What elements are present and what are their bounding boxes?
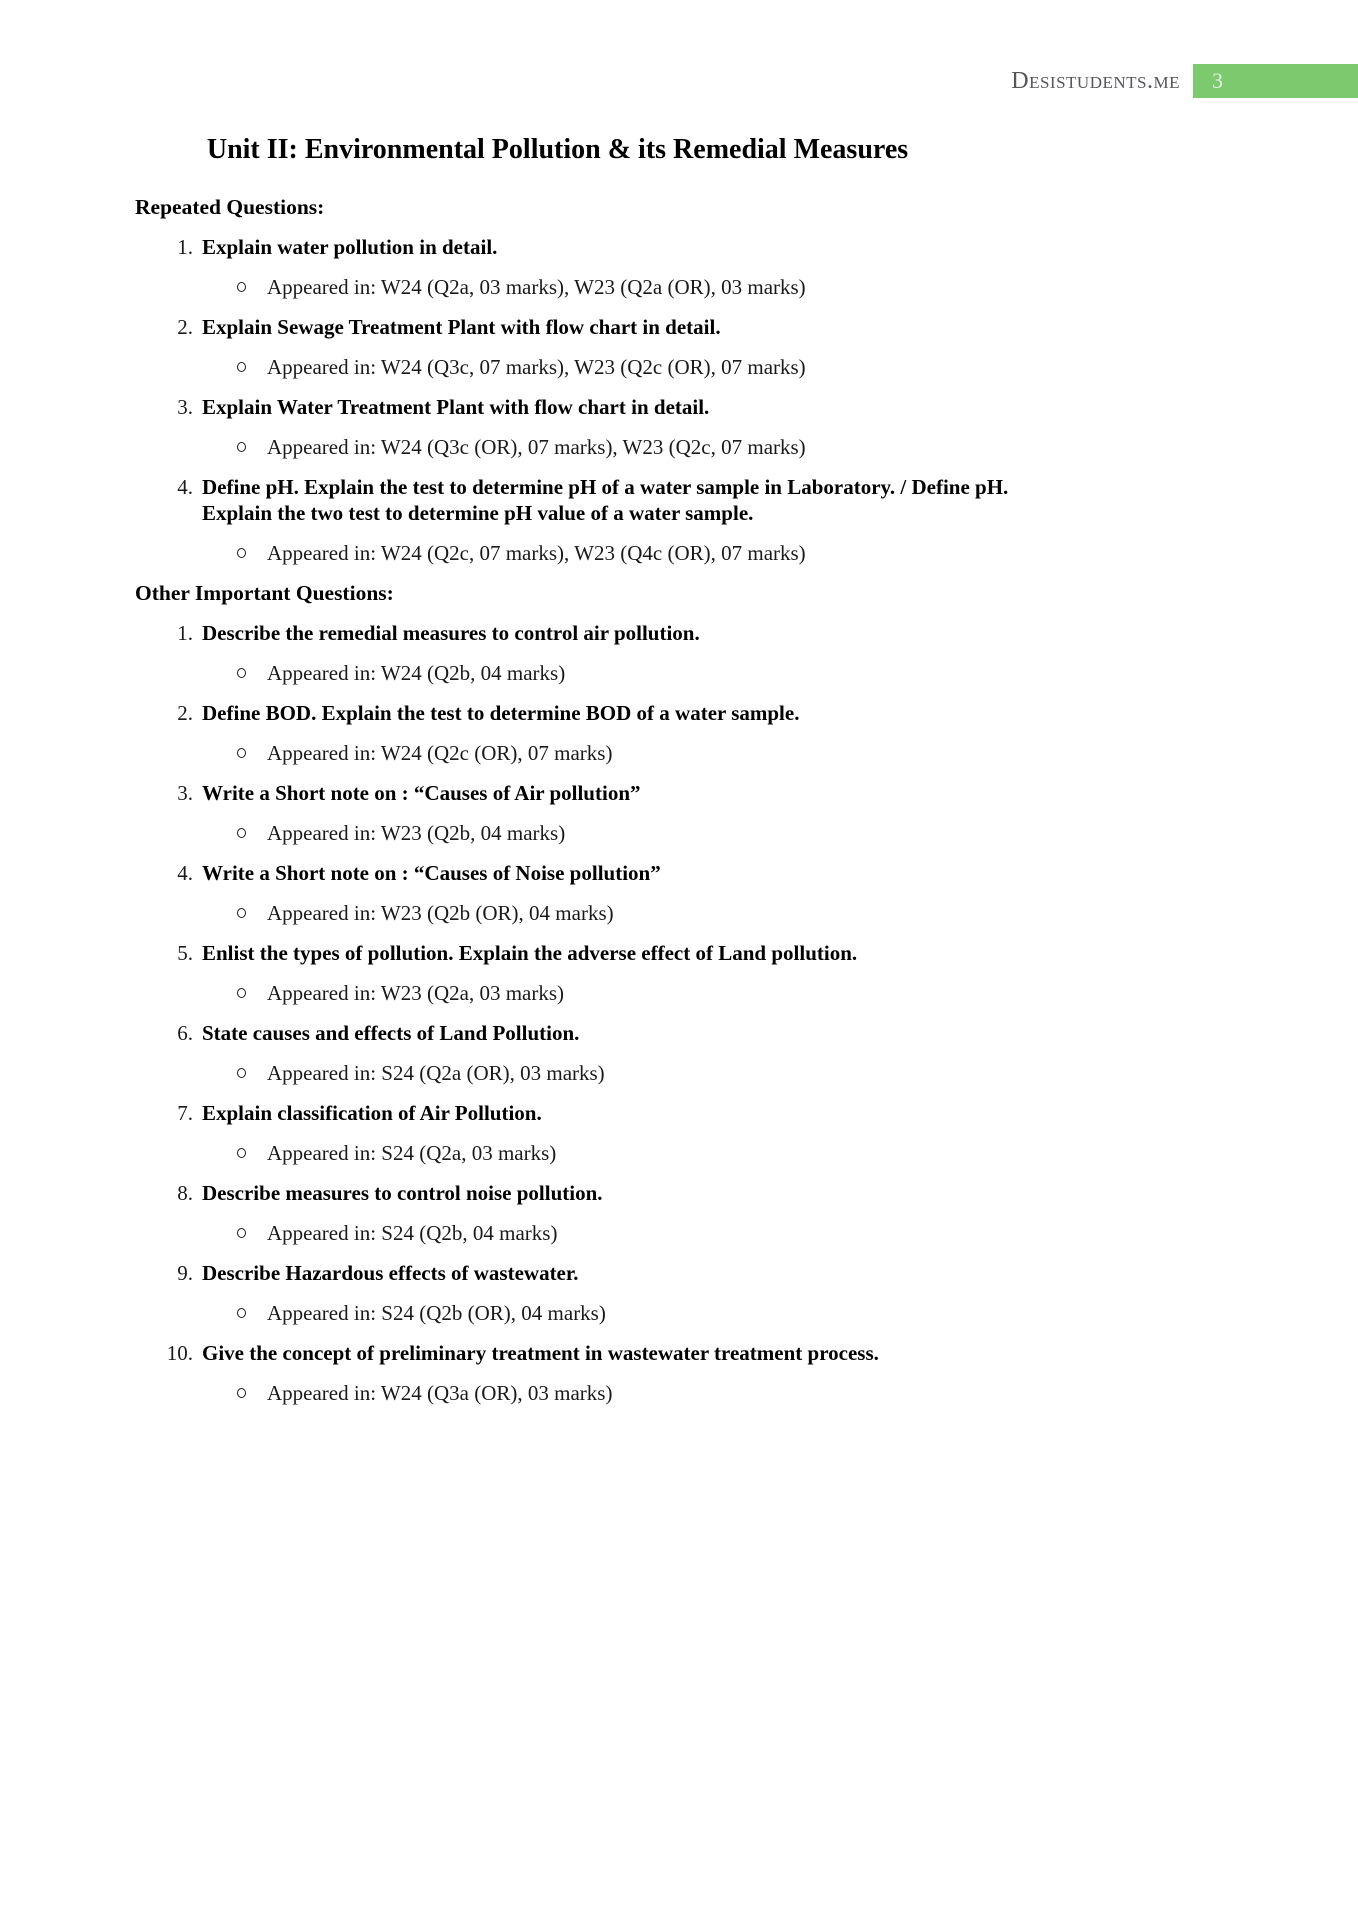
appearance-note [135,1300,1045,1326]
appearance-text: Appeared in: W24 (Q3a (OR), 03 marks) [267,1381,613,1405]
question-text: Give the concept of preliminary treatment in wastewater treatment process. [202,1341,879,1365]
page-number-badge [1193,64,1358,98]
question-section [135,580,1045,1406]
question-text: Describe Hazardous effects of wastewater. [202,1261,579,1285]
circle-bullet-icon [237,1228,246,1238]
question-line [135,780,1045,806]
question-text: Enlist the types of pollution. Explain the adverse effect of Land pollution. [202,941,858,965]
appearance-text: Appeared in: W24 (Q2c (OR), 07 marks) [267,741,613,765]
question-number: 4. [177,861,193,885]
question-text: Describe measures to control noise pollution. [202,1181,603,1205]
question-text: Define pH. Explain the test to determine pH of a water sample in Laboratory. / Define pH. Explain the two test to determine pH value of a water sample. [202,475,1009,525]
page-number: 3 [1212,68,1223,93]
appearance-note [135,1060,1045,1086]
question-number: 7. [177,1101,193,1125]
appearance-text: Appeared in: W23 (Q2a, 03 marks) [267,981,565,1005]
question-number: 1. [177,235,193,259]
circle-bullet-icon [237,908,246,918]
appearance-text: Appeared in: W24 (Q2c, 07 marks), W23 (Q4c (OR), 07 marks) [267,541,806,565]
appearance-note [135,434,1045,460]
question-list [135,620,1045,1406]
question-item [135,940,1045,1006]
question-text: Write a Short note on : “Causes of Noise pollution” [202,861,661,885]
circle-bullet-icon [237,362,246,372]
question-item [135,1180,1045,1246]
circle-bullet-icon [237,548,246,558]
section-heading: Repeated Questions: [135,195,325,219]
appearance-text: Appeared in: S24 (Q2a, 03 marks) [267,1141,557,1165]
question-item [135,314,1045,380]
question-item [135,700,1045,766]
question-text: Explain water pollution in detail. [202,235,498,259]
question-line [135,1180,1045,1206]
question-line [135,1020,1045,1046]
page-header [0,63,1358,99]
question-number: 3. [177,395,193,419]
question-item [135,1260,1045,1326]
appearance-text: Appeared in: W24 (Q3c (OR), 07 marks), W23 (Q2c, 07 marks) [267,435,806,459]
appearance-text: Appeared in: W24 (Q2a, 03 marks), W23 (Q2a (OR), 03 marks) [267,275,806,299]
appearance-note [135,740,1045,766]
question-number: 6. [177,1021,193,1045]
question-line [135,234,1045,260]
question-item [135,474,1045,566]
circle-bullet-icon [237,1068,246,1078]
question-text: Define BOD. Explain the test to determine BOD of a water sample. [202,701,800,725]
question-sections [135,194,1045,1406]
appearance-note [135,1380,1045,1406]
question-item [135,1340,1045,1406]
appearance-note [135,274,1045,300]
question-line [135,314,1045,340]
question-line [135,1340,1045,1366]
circle-bullet-icon [237,988,246,998]
question-line [135,1260,1045,1286]
question-item [135,780,1045,846]
appearance-text: Appeared in: W23 (Q2b, 04 marks) [267,821,566,845]
page-title: Unit II: Environmental Pollution & its Remedial Measures [206,134,909,165]
question-text: Explain Sewage Treatment Plant with flow chart in detail. [202,315,721,339]
question-line [135,394,1045,420]
appearance-text: Appeared in: W23 (Q2b (OR), 04 marks) [267,901,614,925]
question-line [135,860,1045,886]
question-item [135,394,1045,460]
question-text: Describe the remedial measures to control air pollution. [202,621,700,645]
appearance-text: Appeared in: W24 (Q2b, 04 marks) [267,661,566,685]
site-name: Desistudents.me [1011,68,1180,94]
question-line [135,940,1045,966]
appearance-note [135,540,1045,566]
question-text: Explain classification of Air Pollution. [202,1101,542,1125]
question-number: 8. [177,1181,193,1205]
question-number: 10. [166,1341,193,1365]
question-line [135,620,1045,646]
question-line [135,474,1045,526]
question-number: 5. [177,941,193,965]
appearance-note [135,1140,1045,1166]
question-text: Explain Water Treatment Plant with flow chart in detail. [202,395,710,419]
appearance-text: Appeared in: S24 (Q2b, 04 marks) [267,1221,558,1245]
appearance-note [135,980,1045,1006]
question-item [135,234,1045,300]
question-line [135,700,1045,726]
question-line [135,1100,1045,1126]
question-text: Write a Short note on : “Causes of Air pollution” [202,781,641,805]
circle-bullet-icon [237,1308,246,1318]
question-item [135,1020,1045,1086]
question-number: 4. [177,475,193,499]
question-number: 1. [177,621,193,645]
appearance-note [135,900,1045,926]
question-section [135,194,1045,566]
question-item [135,620,1045,686]
appearance-note [135,354,1045,380]
appearance-text: Appeared in: S24 (Q2a (OR), 03 marks) [267,1061,605,1085]
circle-bullet-icon [237,1148,246,1158]
circle-bullet-icon [237,1388,246,1398]
question-list [135,234,1045,566]
question-text: State causes and effects of Land Pollution. [202,1021,580,1045]
circle-bullet-icon [237,828,246,838]
question-number: 3. [177,781,193,805]
appearance-note [135,660,1045,686]
appearance-text: Appeared in: S24 (Q2b (OR), 04 marks) [267,1301,606,1325]
circle-bullet-icon [237,282,246,292]
circle-bullet-icon [237,668,246,678]
appearance-note [135,1220,1045,1246]
question-number: 2. [177,315,193,339]
circle-bullet-icon [237,748,246,758]
question-number: 2. [177,701,193,725]
question-item [135,860,1045,926]
appearance-note [135,820,1045,846]
appearance-text: Appeared in: W24 (Q3c, 07 marks), W23 (Q2c (OR), 07 marks) [267,355,806,379]
question-number: 9. [177,1261,193,1285]
circle-bullet-icon [237,442,246,452]
section-heading: Other Important Questions: [135,581,394,605]
question-item [135,1100,1045,1166]
